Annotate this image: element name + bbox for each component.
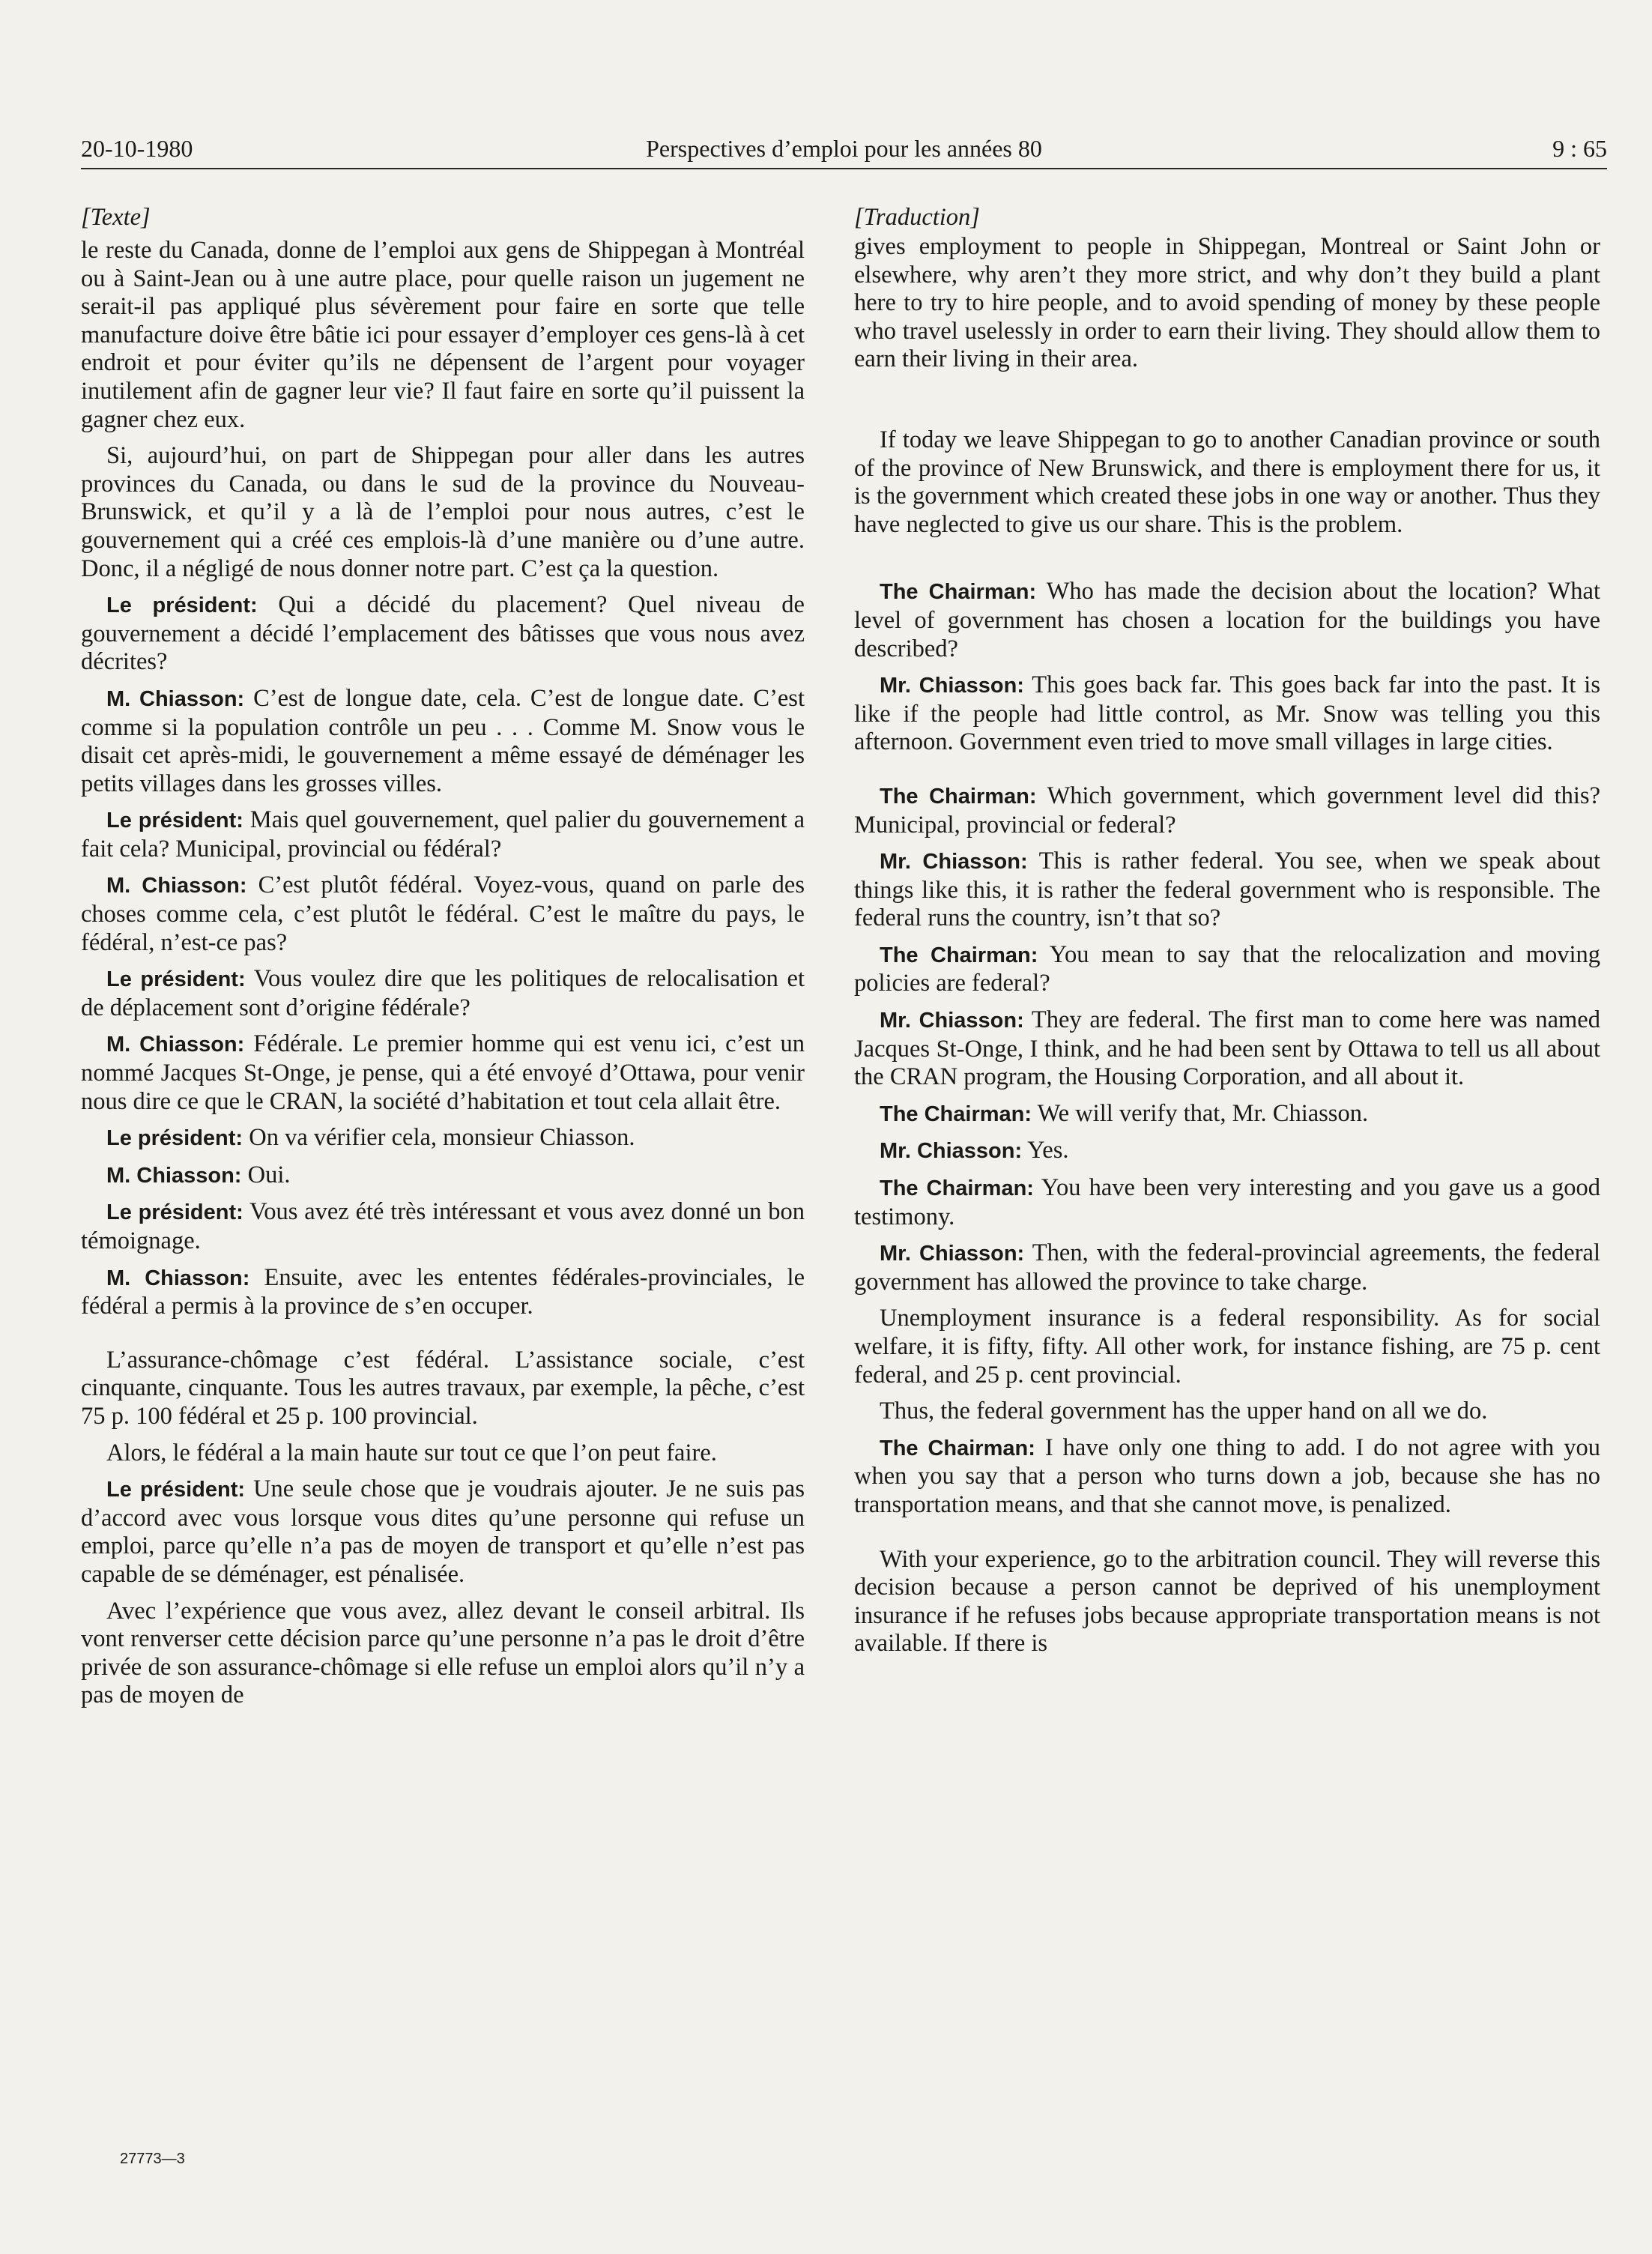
paragraph [854, 1174, 1600, 1231]
paragraph-text: le reste du Canada, donne de l’emploi aux gens de Shippegan à Montréal ou à Saint-Jean ou à une autre place, pour quelle raison un jugement ne serait-il pas appliqué plus sévèrement pour faire en sorte que telle manufacture doive être bâtie ici pour essayer d’employer ces gens-là à cet endroit et pour éviter qu’ils ne dépensent de l’argent pour voyager inutilement afin de gagner leur vie? Il faut faire en sorte qu’il puissent la gagner chez eux. [81, 237, 805, 433]
paragraph-text: Then, with the federal-provincial agreements, the federal government has allowed the province to take charge. [854, 1239, 1600, 1296]
paragraph [854, 782, 1600, 839]
paragraph [81, 1347, 805, 1431]
speaker-label: Mr. Chiasson: [880, 1139, 1023, 1164]
paragraph [854, 578, 1600, 663]
speaker-label: The Chairman: [880, 943, 1038, 967]
paragraph [81, 1439, 805, 1468]
paragraph-text: Vous voulez dire que les politiques de relocalisation et de déplacement sont d’origine fédérale? [81, 965, 805, 1021]
english-column [854, 204, 1600, 1658]
paragraph [854, 233, 1600, 374]
speaker-label: M. Chiasson: [106, 1033, 245, 1057]
speaker-label: M. Chiasson: [106, 686, 245, 711]
speaker-label: Mr. Chiasson: [880, 674, 1024, 698]
header-title: Perspectives d’emploi pour les années 80 [646, 135, 1042, 162]
paragraph-text: Unemployment insurance is a federal responsibility. As for social welfare, it is fifty, fifty. All other work, for instance fishing, are 75 p. cent federal, and 25 p. cent provincial. [854, 1305, 1600, 1389]
paragraph-text: Qui a décidé du placement? Quel niveau de gouvernement a décidé l’emplacement des bâtisses que vous nous avez décrites? [81, 591, 805, 676]
paragraph-text: Fédérale. Le premier homme qui est venu ici, c’est un nommé Jacques St-Onge, je pense, qui a été envoyé d’Ottawa, pour venir nous dire ce que le CRAN, la société d’habitation et tout cela allait être. [81, 1030, 805, 1115]
speaker-label: Mr. Chiasson: [880, 1009, 1024, 1033]
speaker-label: Mr. Chiasson: [880, 850, 1028, 874]
paragraph [81, 1198, 805, 1255]
paragraph [81, 1124, 805, 1153]
paragraph [854, 1137, 1600, 1166]
speaker-label: Le président: [106, 1200, 243, 1225]
speaker-label: Le président: [106, 1126, 243, 1151]
paragraph-text: Which government, which government level did this? Municipal, provincial or federal? [854, 782, 1600, 839]
paragraph [81, 806, 805, 863]
paragraph [81, 591, 805, 677]
paragraph-text: You mean to say that the relocalization and moving policies are federal? [854, 940, 1601, 997]
paragraph-text: Alors, le fédéral a la main haute sur tout ce que l’on peut faire. [106, 1439, 717, 1466]
paragraph [81, 237, 805, 434]
header-date: 20-10-1980 [81, 135, 193, 162]
paragraph [854, 1546, 1600, 1658]
speaker-label: M. Chiasson: [106, 1266, 250, 1290]
paragraph-text: Oui. [241, 1161, 291, 1188]
speaker-label: Le président: [106, 809, 243, 833]
paragraph [854, 1434, 1600, 1520]
speaker-label: The Chairman: [880, 580, 1037, 605]
header-page-number: 9 : 65 [1552, 135, 1607, 162]
paragraph-text: Thus, the federal government has the upper hand on all we do. [880, 1398, 1488, 1425]
paragraph [81, 871, 805, 957]
paragraph-text: Si, aujourd’hui, on part de Shippegan pour aller dans les autres provinces du Canada, ou dans le sud de la province du Nouveau-Brunswick, et qu’il y a là de l’emploi pour nous autres, c’est le gouvernement qui a créé ces emplois-là d’une manière ou d’une autre. Donc, il a négligé de nous donner notre part. C’est ça la question. [81, 442, 805, 582]
paragraph [81, 442, 805, 583]
footer-code: 27773—3 [120, 2151, 185, 2167]
paragraph [854, 1006, 1600, 1092]
paragraph [854, 941, 1600, 998]
paragraph [854, 426, 1600, 539]
speaker-label: The Chairman: [880, 1176, 1034, 1201]
paragraph-text: C’est plutôt fédéral. Voyez-vous, quand on parle des choses comme cela, c’est plutôt le fédéral. C’est le maître du pays, le fédéral, n’est-ce pas? [81, 871, 805, 956]
speaker-label: The Chairman: [880, 1102, 1032, 1126]
paragraph-text: Une seule chose que je voudrais ajouter. Je ne suis pas d’accord avec vous lorsque vous dites qu’une personne qui refuse un emploi, parce qu’elle n’a pas de moyen de transport et qu’elle n’est pas capable de se déménager, est pénalisée. [81, 1475, 805, 1588]
paragraph-text: Ensuite, avec les ententes fédérales-provinciales, le fédéral a permis à la province de s’en occuper. [81, 1263, 805, 1320]
speaker-label: Le président: [106, 593, 258, 618]
paragraph-text: I have only one thing to add. I do not agree with you when you say that a person who turns down a job, because she has no transportation means, and that she cannot move, is penalized. [854, 1433, 1600, 1518]
speaker-label: The Chairman: [880, 1436, 1035, 1460]
english-column-tag: [Traduction] [854, 204, 980, 231]
paragraph [81, 685, 805, 798]
paragraph [854, 1239, 1600, 1296]
french-column-tag: [Texte] [81, 204, 151, 231]
paragraph-text: L’assurance-chômage c’est fédéral. L’assistance sociale, c’est cinquante, cinquante. Tous les autres travaux, par exemple, la pêche, c’est 75 p. 100 fédéral et 25 p. 100 provincial. [81, 1346, 805, 1430]
paragraph-text: Yes. [1022, 1137, 1069, 1164]
paragraph-text: gives employment to people in Shippegan, Montreal or Saint John or elsewhere, why aren’t they more strict, and why don’t they build a plant here to try to hire people, and to avoid spending of money by these people who travel uselessly in order to earn their living. They should allow them to earn their living in their area. [854, 233, 1600, 373]
speaker-label: Le président: [106, 967, 246, 992]
speaker-label: M. Chiasson: [106, 874, 247, 898]
paragraph [81, 1475, 805, 1589]
paragraph-text: This goes back far. This goes back far into the past. It is like if the people had little control, as Mr. Snow was telling you this afternoon. Government even tried to move small villages in large cities. [854, 671, 1600, 756]
speaker-label: M. Chiasson: [106, 1163, 242, 1188]
english-paragraphs [854, 233, 1600, 1658]
paragraph-text: Who has made the decision about the location? What level of government has chosen a location for the buildings you have described? [854, 578, 1600, 662]
french-paragraphs [81, 237, 805, 1710]
paragraph [854, 1100, 1600, 1129]
paragraph [854, 847, 1600, 933]
paragraph-text: You have been very interesting and you gave us a good testimony. [854, 1174, 1600, 1230]
paragraph-text: We will verify that, Mr. Chiasson. [1032, 1099, 1369, 1127]
paragraph-text: If today we leave Shippegan to go to another Canadian province or south of the province of New Brunswick, and there is employment there for us, it is the government which created these jobs in one way or another. Thus they have neglected to give us our share. This is the problem. [854, 426, 1600, 538]
paragraph [854, 1398, 1600, 1426]
paragraph-text: This is rather federal. You see, when we speak about things like this, it is rather the federal government who is responsible. The federal runs the country, isn’t that so? [854, 847, 1600, 932]
paragraph-text: On va vérifier cela, monsieur Chiasson. [243, 1124, 635, 1152]
paragraph-text: Mais quel gouvernement, quel palier du gouvernement a fait cela? Municipal, provincial ou fédéral? [81, 806, 805, 862]
paragraph [81, 965, 805, 1022]
speaker-label: Mr. Chiasson: [880, 1242, 1025, 1266]
paragraph [81, 1030, 805, 1116]
paragraph [81, 1161, 805, 1191]
speaker-label: The Chairman: [880, 784, 1037, 809]
running-header [81, 126, 1607, 169]
paragraph [854, 1305, 1600, 1389]
paragraph-text: With your experience, go to the arbitration council. They will reverse this decision because a person cannot be deprived of his unemployment insurance if he refuses jobs because appropriate transportation means is not available. If there is [854, 1545, 1600, 1658]
paragraph-text: They are federal. The first man to come here was named Jacques St-Onge, I think, and he had been sent by Ottawa to tell us all about the CRAN program, the Housing Corporation, and all about it. [854, 1006, 1600, 1091]
paragraph-text: C’est de longue date, cela. C’est de longue date. C’est comme si la population contrôle un peu . . . Comme M. Snow vous le disait cet après-midi, le gouvernement a même essayé de déménager les petits villages dans les grosses villes. [81, 684, 805, 797]
paragraph [854, 671, 1600, 757]
paragraph [81, 1264, 805, 1321]
paragraph [81, 1598, 805, 1710]
paragraph-text: Avec l’expérience que vous avez, allez devant le conseil arbitral. Ils vont renverser cette décision parce qu’une personne n’a pas le droit d’être privée de son assurance-chômage si elle refuse un emploi alors qu’il n’y a pas de moyen de [81, 1597, 805, 1709]
speaker-label: Le président: [106, 1478, 246, 1502]
paragraph-text: Vous avez été très intéressant et vous avez donné un bon témoignage. [81, 1198, 805, 1254]
french-column [81, 204, 805, 1710]
